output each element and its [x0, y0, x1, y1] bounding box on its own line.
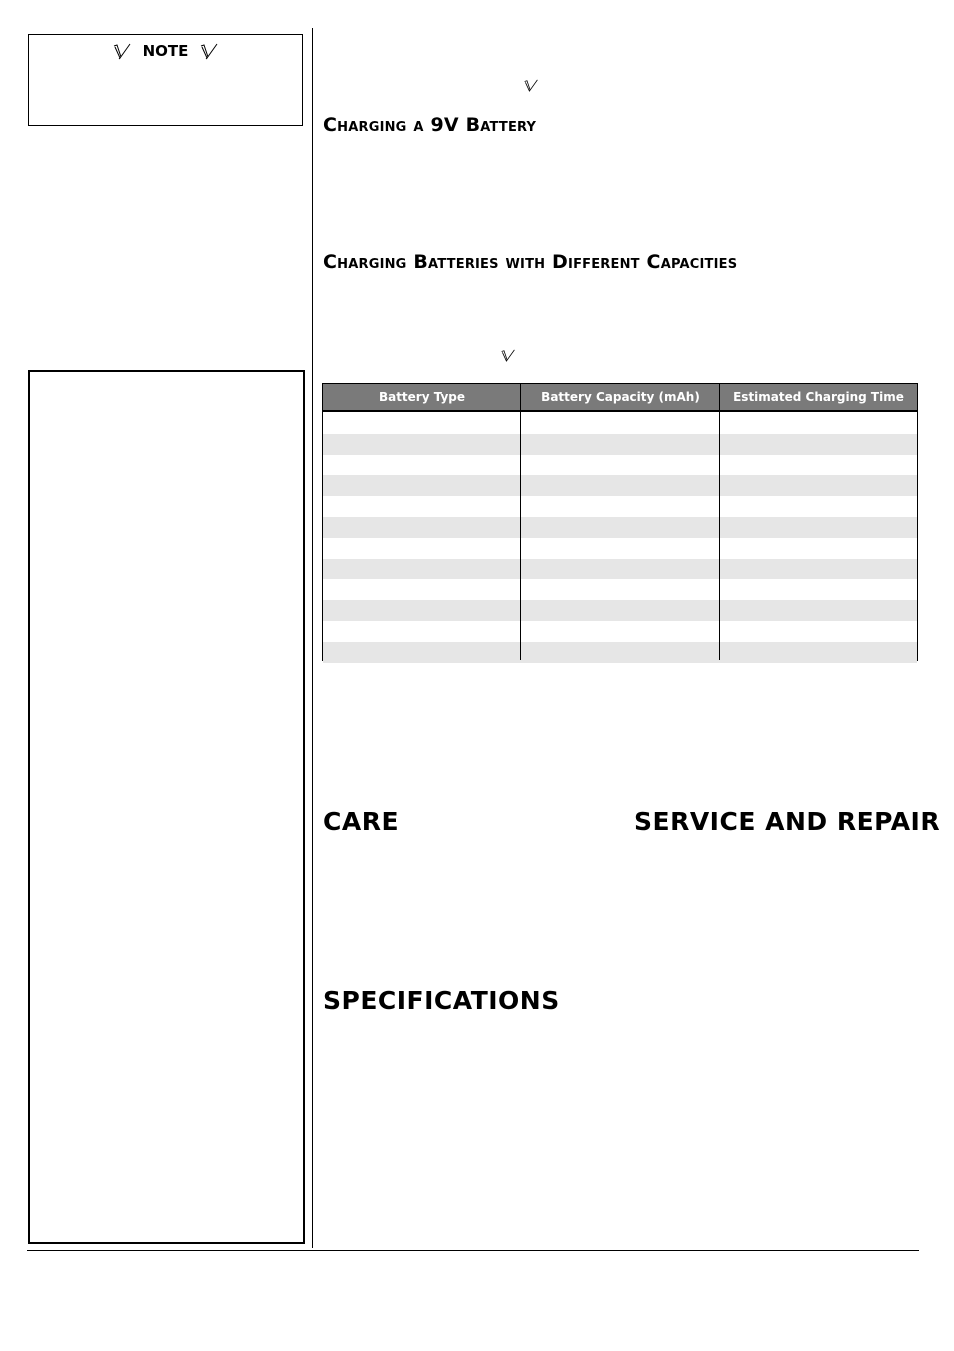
heading-service-repair: SERVICE AND REPAIR — [634, 807, 941, 836]
table-row — [323, 475, 917, 496]
column-header: Battery Type — [378, 390, 466, 404]
column-header: Battery Capacity (mAh) — [541, 390, 700, 404]
table-row — [323, 413, 917, 434]
footer-rule — [27, 1250, 919, 1251]
heading-care: CARE — [323, 807, 400, 836]
header-double-rule — [323, 411, 917, 412]
note-box — [28, 34, 303, 126]
column-divider — [719, 384, 720, 660]
table-row — [323, 579, 917, 600]
table-body — [323, 413, 917, 663]
pencil-note-icon — [199, 42, 219, 60]
table-row — [323, 434, 917, 455]
table-row — [323, 517, 917, 538]
sidebar-box — [28, 370, 305, 1244]
table-row — [323, 559, 917, 580]
pencil-note-icon — [523, 78, 539, 93]
heading-charging-capacities: Charging Batteries with Different Capacities — [323, 251, 738, 273]
column-divider — [312, 28, 313, 1248]
heading-charging-9v: Charging a 9V Battery — [323, 114, 537, 136]
note-title — [29, 41, 302, 60]
table-row — [323, 600, 917, 621]
table-row — [323, 455, 917, 476]
table-row — [323, 496, 917, 517]
table-row — [323, 642, 917, 663]
pencil-note-icon — [500, 348, 516, 363]
table-row — [323, 621, 917, 642]
column-header: Estimated Charging Time — [733, 390, 904, 404]
table-row — [323, 538, 917, 559]
note-label: NOTE — [142, 41, 189, 60]
charging-time-table — [322, 383, 918, 661]
heading-specifications: SPECIFICATIONS — [323, 986, 560, 1015]
pencil-note-icon — [112, 42, 132, 60]
table-header — [323, 384, 917, 411]
column-divider — [520, 384, 521, 660]
